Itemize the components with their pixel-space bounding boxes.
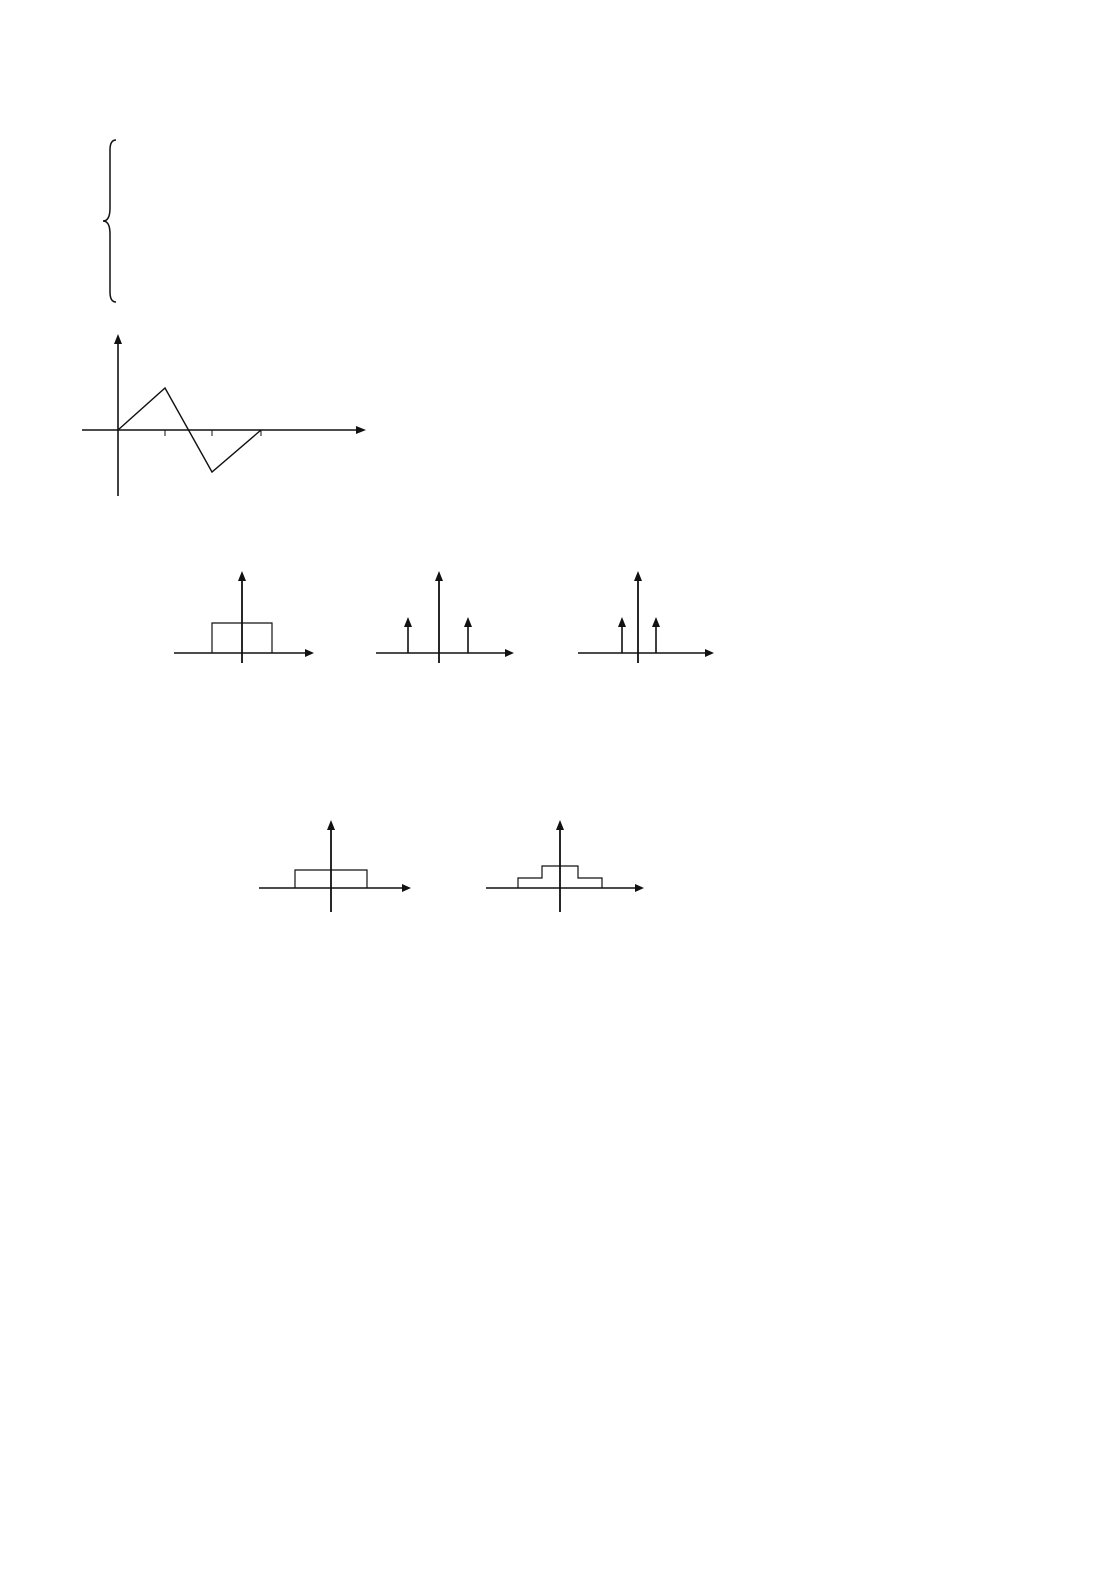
y2-x-arrow	[635, 884, 644, 892]
f2-y-arrow	[435, 571, 443, 581]
f1-y-arrow	[238, 571, 246, 581]
f2-x-arrow	[505, 649, 514, 657]
y1-y-arrow	[327, 820, 335, 830]
f3-impulse-right-arrow	[652, 617, 660, 627]
f1-plot	[168, 555, 328, 675]
y2-y-arrow	[556, 820, 564, 830]
yt-plot	[78, 326, 388, 504]
f3-plot	[572, 555, 732, 675]
piecewise-brace	[100, 138, 120, 304]
yt-y-arrow	[114, 334, 122, 344]
f3-x-arrow	[705, 649, 714, 657]
yt-x-arrow	[356, 426, 366, 434]
y2-plot	[482, 806, 662, 916]
f3-impulse-left-arrow	[618, 617, 626, 627]
f2-impulse-right-arrow	[464, 617, 472, 627]
y1-plot	[255, 806, 425, 916]
f2-impulse-left-arrow	[404, 617, 412, 627]
y1-x-arrow	[402, 884, 411, 892]
f2-plot	[372, 555, 532, 675]
f3-y-arrow	[634, 571, 642, 581]
f1-x-arrow	[305, 649, 314, 657]
